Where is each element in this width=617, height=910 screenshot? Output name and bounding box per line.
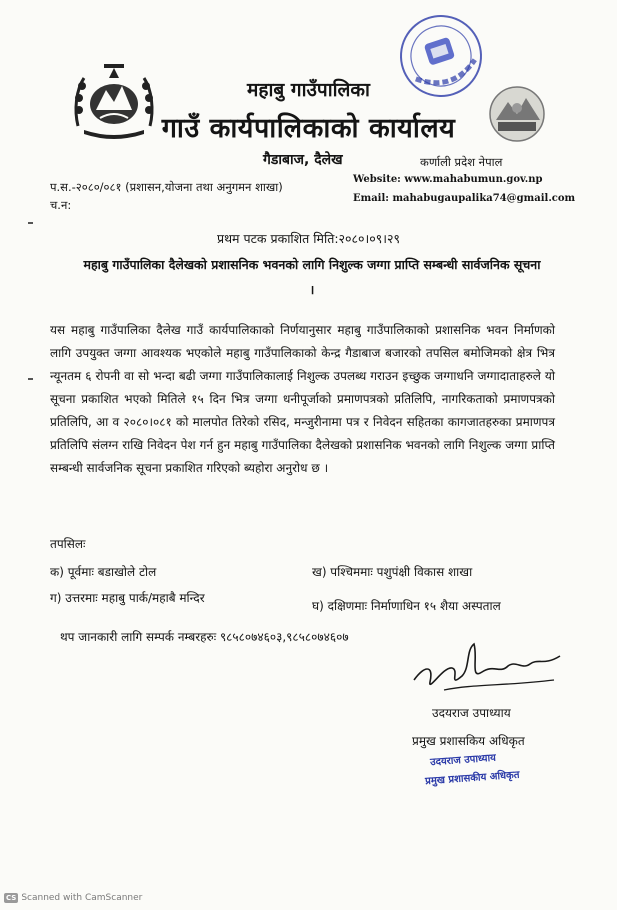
- province-name: कर्णाली प्रदेश नेपाल: [420, 155, 503, 169]
- office-name: गाउँ कार्यपालिकाको कार्यालय: [161, 113, 456, 144]
- boundary-east: क) पूर्वमाः बडाखोले टोल: [50, 565, 157, 579]
- scanner-watermark: [4, 893, 142, 903]
- municipality-name: महाबु गाउँपालिका: [247, 79, 370, 101]
- website-text: Website: www.mahabumun.gov.np: [353, 174, 543, 185]
- scanner-label: Scanned with CamScanner: [21, 893, 143, 903]
- contact-numbers: थप जानकारी लागि सम्पर्क नम्बरहरुः ९८५८०७४६०३,९८५८०७४६०७: [60, 630, 349, 644]
- margin-mark: [28, 222, 33, 224]
- dispatch-number: च.न:: [50, 198, 72, 212]
- camscanner-icon: CS: [6, 894, 17, 902]
- signatory-name: उदयराज उपाध्याय: [432, 706, 511, 720]
- signature-icon: [404, 636, 574, 706]
- boundary-north: ग) उत्तरमाः महाबु पार्क/महाबै मन्दिर: [50, 591, 205, 605]
- signatory-position: प्रमुख प्रशासकिय अधिकृत: [412, 734, 525, 748]
- margin-mark: [28, 378, 33, 380]
- notice-title: महाबु गाउँपालिका दैलेखको प्रशासनिक भवनको लागि निशुल्क जग्गा प्राप्ति सम्बन्धी सार्वजनिक सूचना ।: [83, 257, 541, 297]
- position-stamp: प्रमुख प्रशासकीय अधिकृत: [424, 769, 520, 788]
- name-stamp: उदयराज उपाध्याय: [429, 752, 497, 769]
- notice-body: यस महाबु गाउँपालिका दैलेख गाउँ कार्यपालिकाको निर्णयानुसार महाबु गाउँपालिकाको प्रशासनिक भवन निर्माणको लागि उपयुक्त जग्गा आवश्यक भएकोले महाबु गाउँपालिकाको केन्द्र गैडाबाज बजारको तपसिल बमोजिमको क्षेत्र भित्र न्यूनतम ६ रोपनी वा सो भन्दा बढी जग्गा गाउँपालिकालाई निशुल्क उपलब्ध गराउन इच्छुक जग्गाधनि जग्गादाताहरुले यो सूचना प्रकाशित भएको मितिले १५ दिन भित्र जग्गा धनीपूर्जाको प्रमाणपत्रको प्रतिलिपि, नागरिकताको प्रमाणपत्रको प्रतिलिपि, आ व २०८०।०८१ को मालपोत तिरेको रसिद, मन्जुरीनामा पत्र र निवेदन सहितका कागजातहरुका प्रमाणपत्र प्रतिलिपि संलग्न राखि निवेदन पेश गर्न हुन महाबु गाउँपालिका दैलेखको प्रशासनिक भवनको लागि निशुल्क जग्गा प्राप्ति सम्बन्धी सार्वजनिक सूचना प्रकाशित गरिएको ब्यहोरा अनुरोध छ ।: [50, 323, 555, 475]
- reference-number: प.स.-२०८०/०८१ (प्रशासन,योजना तथा अनुगमन शाखा): [50, 180, 283, 194]
- boundary-south: घ) दक्षिणमाः निर्माणाधिन १५ शैया अस्पताल: [312, 599, 501, 613]
- published-date: प्रथम पटक प्रकाशित मिति:२०८०।०९।२९: [216, 231, 401, 246]
- office-address: गैडाबाज, दैलेख: [263, 152, 343, 168]
- email-text: Email: mahabugaupalika74@gmail.com: [353, 193, 576, 204]
- details-label: तपसिलः: [50, 537, 86, 551]
- boundary-west: ख) पश्चिममाः पशुपंक्षी विकास शाखा: [312, 565, 473, 579]
